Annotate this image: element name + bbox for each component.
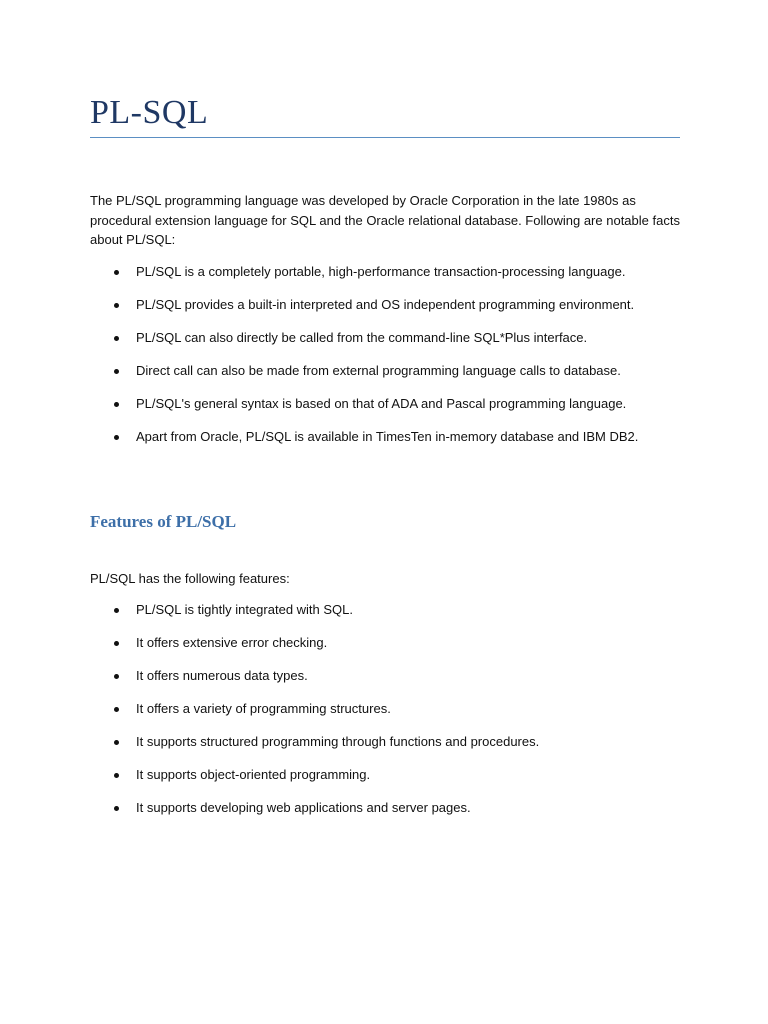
list-item [90, 733, 690, 766]
list-item [90, 766, 690, 799]
bullet-icon [114, 608, 119, 613]
bullet-icon [114, 402, 119, 407]
list-item [90, 601, 690, 634]
intro-paragraph: The PL/SQL programming language was developed by Oracle Corporation in the late 1980s as procedural extension language for SQL and the Oracle relational database. Following are notable facts about PL/SQL: [90, 193, 680, 247]
list-item-text: It supports object-oriented programming. [136, 767, 371, 782]
bullet-icon [114, 270, 119, 275]
list-item-text: It supports developing web applications and server pages. [136, 800, 471, 815]
page-title: PL-SQL [90, 94, 209, 131]
bullet-icon [114, 806, 119, 811]
bullet-icon [114, 641, 119, 646]
list-item-text: PL/SQL's general syntax is based on that of ADA and Pascal programming language. [136, 396, 627, 411]
list-item [90, 329, 690, 362]
list-item [90, 667, 690, 700]
list-item-text: PL/SQL can also directly be called from the command-line SQL*Plus interface. [136, 330, 588, 345]
features-intro: PL/SQL has the following features: [90, 571, 290, 586]
list-item-text: PL/SQL provides a built-in interpreted and OS independent programming environment. [136, 297, 635, 312]
list-item-text: Apart from Oracle, PL/SQL is available in TimesTen in-memory database and IBM DB2. [136, 429, 639, 444]
bullet-icon [114, 336, 119, 341]
list-item [90, 428, 690, 461]
list-item [90, 634, 690, 667]
list-item [90, 700, 690, 733]
features-list [90, 601, 690, 832]
title-divider [90, 137, 680, 138]
list-item [90, 296, 690, 329]
list-item-text: It offers numerous data types. [136, 668, 308, 683]
bullet-icon [114, 740, 119, 745]
list-item-text: Direct call can also be made from external programming language calls to database. [136, 363, 621, 378]
bullet-icon [114, 435, 119, 440]
list-item-text: PL/SQL is a completely portable, high-performance transaction-processing language. [136, 264, 626, 279]
bullet-icon [114, 707, 119, 712]
list-item [90, 395, 690, 428]
features-heading: Features of PL/SQL [90, 512, 237, 531]
list-item-text: It offers extensive error checking. [136, 635, 328, 650]
list-item [90, 362, 690, 395]
list-item-text: PL/SQL is tightly integrated with SQL. [136, 602, 354, 617]
list-item-text: It supports structured programming through functions and procedures. [136, 734, 540, 749]
list-item [90, 799, 690, 832]
facts-list [90, 263, 690, 461]
bullet-icon [114, 773, 119, 778]
bullet-icon [114, 369, 119, 374]
list-item-text: It offers a variety of programming structures. [136, 701, 391, 716]
bullet-icon [114, 674, 119, 679]
list-item [90, 263, 690, 296]
bullet-icon [114, 303, 119, 308]
